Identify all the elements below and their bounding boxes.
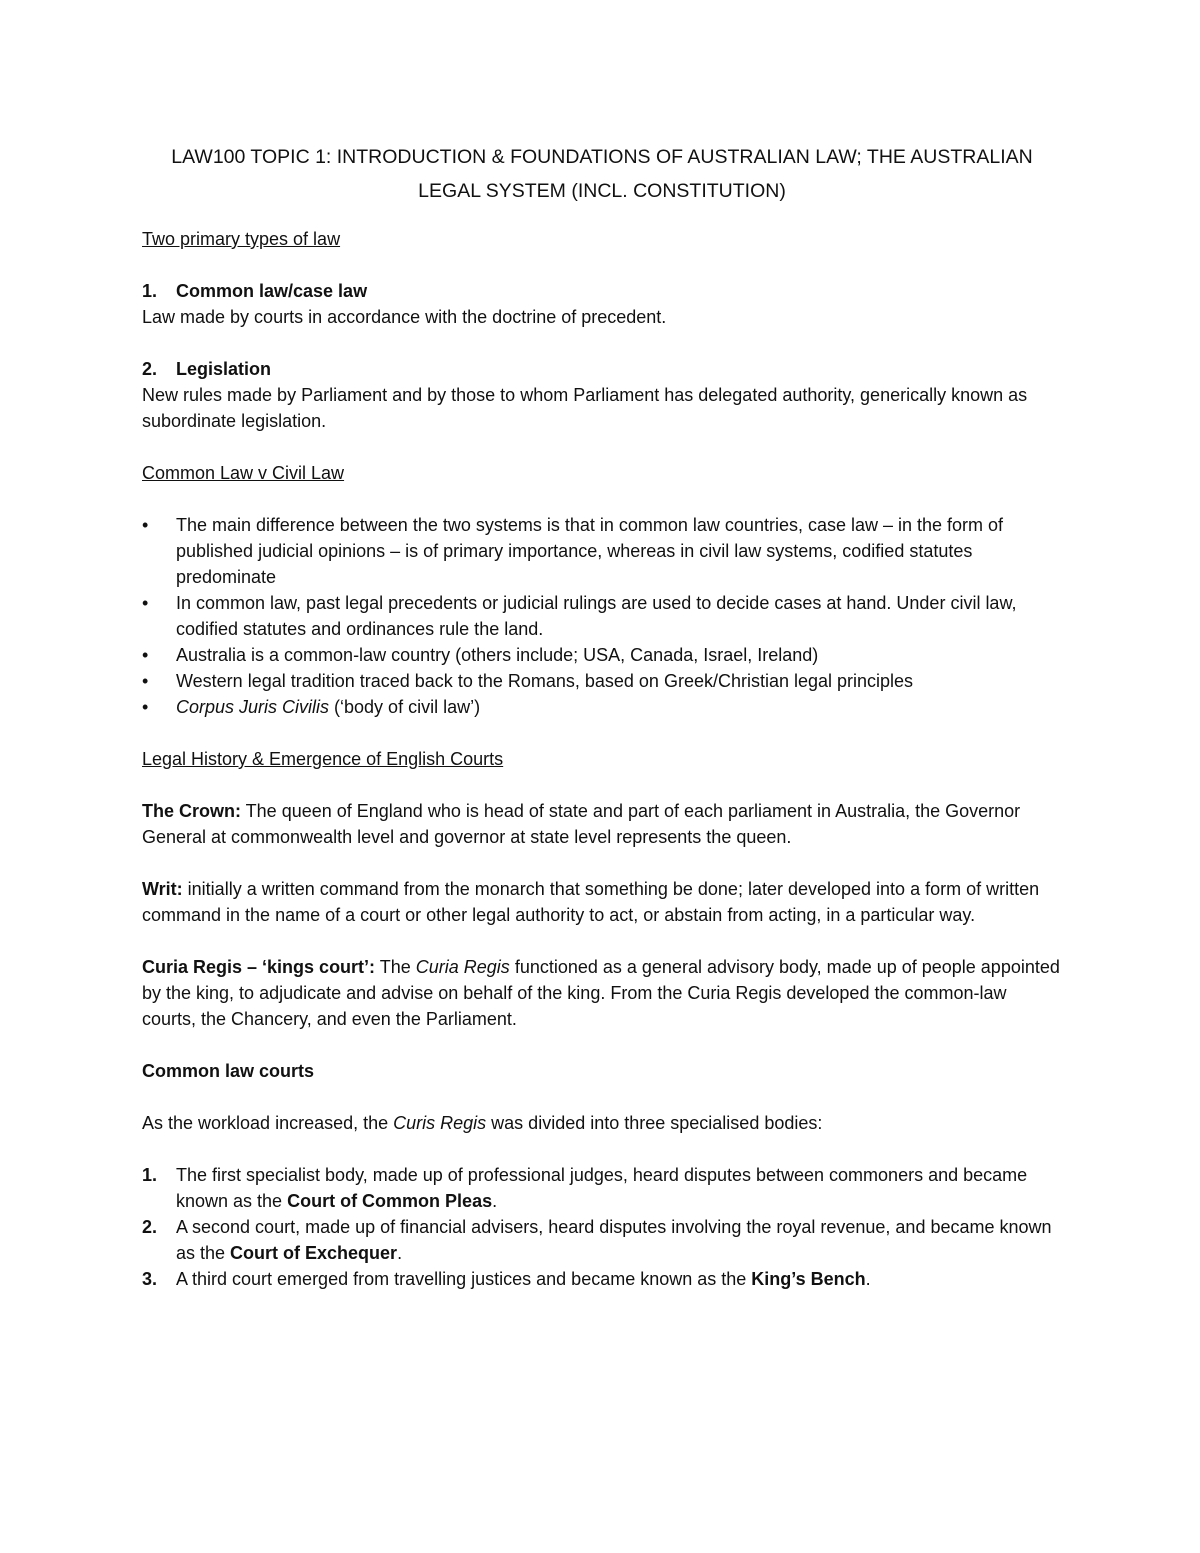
curia-definition: Curia Regis – ‘kings court’: The Curia Regis functioned as a general advisory body, made up of people appointed by the king, to adjudicate and advise on behalf of the king. From the Curia Regis developed the common-law courts, the Chancery, and even the Parliament. xyxy=(142,957,1060,1029)
civil-bullet-list xyxy=(142,512,1062,720)
crown-term: The Crown: xyxy=(142,801,241,821)
type-1-text: Law made by courts in accordance with the doctrine of precedent. xyxy=(142,307,667,327)
type-1-number: 1. xyxy=(142,281,158,301)
list-item: 2. A second court, made up of financial advisers, heard disputes involving the royal revenue, and became known as the Court of Exchequer. xyxy=(142,1217,1052,1263)
list-item: • Australia is a common-law country (others include; USA, Canada, Israel, Ireland) xyxy=(142,642,1062,668)
history-heading: Legal History & Emergence of English Courts xyxy=(142,749,504,769)
bullet-icon: • xyxy=(142,697,149,717)
list-item: • In common law, past legal precedents or judicial rulings are used to decide cases at hand. Under civil law, codified statutes and ordinances rule the land. xyxy=(142,590,1062,642)
curia-term: Curia Regis – ‘kings court’: xyxy=(142,957,376,977)
corpus-juris-term: Corpus Juris Civilis xyxy=(176,697,330,717)
crown-definition: The Crown: The queen of England who is head of state and part of each parliament in Australia, the Governor General at commonwealth level and governor at state level represents the queen. xyxy=(142,801,1021,847)
type-2-title: Legislation xyxy=(176,359,272,379)
type-2-text: New rules made by Parliament and by those to whom Parliament has delegated authority, generically known as subordinate legislation. xyxy=(142,385,1028,431)
bullet-icon: • xyxy=(142,671,149,691)
page-title xyxy=(102,140,1102,208)
bullet-icon: • xyxy=(142,593,149,613)
types-heading: Two primary types of law xyxy=(142,229,341,249)
courts-intro: As the workload increased, the Curis Regis was divided into three specialised bodies: xyxy=(142,1113,823,1133)
bullet-icon: • xyxy=(142,515,149,535)
type-1-heading xyxy=(142,278,1062,304)
courts-list xyxy=(142,1162,1062,1292)
title-line-1: LAW100 TOPIC 1: INTRODUCTION & FOUNDATIONS OF AUSTRALIAN LAW; THE AUSTRALIAN xyxy=(171,146,1033,168)
courts-heading: Common law courts xyxy=(142,1061,315,1081)
title-line-2: LEGAL SYSTEM (INCL. CONSTITUTION) xyxy=(418,180,786,202)
type-1-title: Common law/case law xyxy=(176,281,368,301)
list-item: 1. The first specialist body, made up of professional judges, heard disputes between commoners and became known as the Court of Common Pleas. xyxy=(142,1165,1028,1211)
list-item: • The main difference between the two systems is that in common law countries, case law – in the form of published judicial opinions – is of primary importance, whereas in civil law systems, codified statutes predominate xyxy=(142,512,1062,590)
bullet-icon: • xyxy=(142,645,149,665)
list-item: • Western legal tradition traced back to the Romans, based on Greek/Christian legal principles xyxy=(142,668,1062,694)
civil-heading: Common Law v Civil Law xyxy=(142,463,345,483)
type-2-number: 2. xyxy=(142,359,158,379)
type-2-heading xyxy=(142,356,1062,382)
list-item: 3. A third court emerged from travelling justices and became known as the King’s Bench. xyxy=(142,1269,871,1289)
list-item: • Corpus Juris Civilis (‘body of civil law’) xyxy=(142,694,1062,720)
document-page xyxy=(142,140,1062,1292)
writ-definition: Writ: initially a written command from the monarch that something be done; later developed into a form of written command in the name of a court or other legal authority to act, or abstain from acting, in a particular way. xyxy=(142,879,1040,925)
writ-term: Writ: xyxy=(142,879,183,899)
